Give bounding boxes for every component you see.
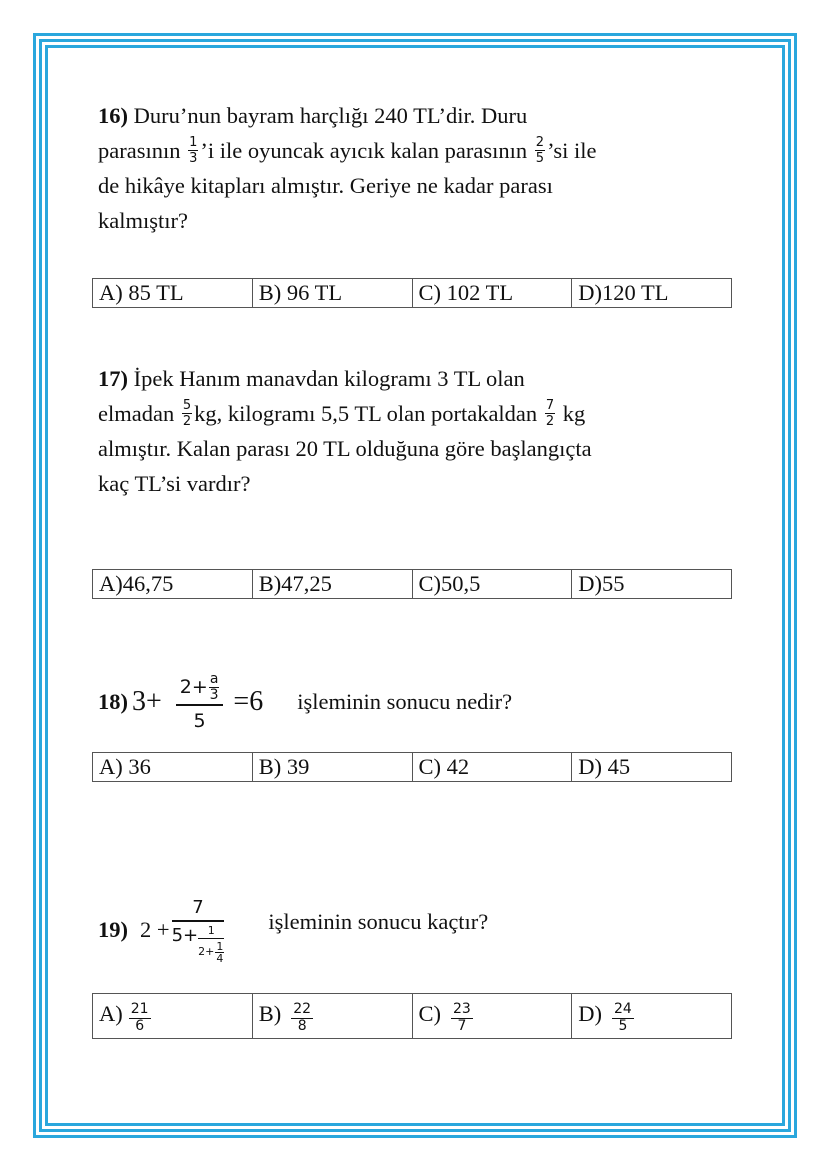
question-text: işleminin sonucu nedir?: [297, 689, 513, 714]
option-c[interactable]: C) 42: [412, 753, 572, 782]
option-c[interactable]: C)50,5: [412, 570, 572, 599]
option-a[interactable]: A) $\frac{21}{6}$: [93, 994, 253, 1039]
option-d[interactable]: D)120 TL: [572, 279, 732, 308]
option-a[interactable]: A) 85 TL: [93, 279, 253, 308]
question-text: ’si ile: [547, 138, 597, 163]
option-a[interactable]: A)46,75: [93, 570, 253, 599]
continued-fraction: 7 5+ 1 2+ $\frac{1}{4}$: [171, 896, 224, 965]
question-text: parasının: [98, 138, 181, 163]
fraction: $\frac{1}{3}$: [189, 135, 198, 167]
option-b[interactable]: B)47,25: [252, 570, 412, 599]
option-c[interactable]: C) 102 TL: [412, 279, 572, 308]
question-17: [98, 361, 738, 501]
options-table-17: [92, 569, 732, 599]
fraction: $\frac{22}{8}$: [293, 1001, 312, 1034]
option-b[interactable]: B) 96 TL: [252, 279, 412, 308]
question-number: 16): [98, 103, 128, 128]
question-text: kalmıştır?: [98, 208, 188, 233]
option-d[interactable]: D) $\frac{24}{5}$: [572, 994, 732, 1039]
question-number: 17): [98, 366, 128, 391]
expression-prefix: 2 +: [140, 917, 170, 942]
fraction: $\frac{2}{5}$: [535, 135, 545, 167]
expression-suffix: =6: [233, 686, 264, 717]
question-text: kaç TL’si vardır?: [98, 471, 251, 496]
option-d[interactable]: D) 45: [572, 753, 732, 782]
question-text: Duru’nun bayram harçlığı 240 TL’dir. Duru: [133, 103, 528, 128]
option-b[interactable]: B) 39: [252, 753, 412, 782]
nested-fraction: 2+ $\frac{a}{3}$ 5: [176, 672, 224, 732]
question-text: elmadan: [98, 401, 175, 426]
question-19: [98, 880, 488, 980]
fraction: $\frac{7}{2}$: [545, 398, 555, 430]
question-text: İpek Hanım manavdan kilogramı 3 TL olan: [128, 366, 525, 391]
option-b[interactable]: B) $\frac{22}{8}$: [252, 994, 412, 1039]
question-number: 19): [98, 917, 128, 942]
question-text: de hikâye kitapları almıştır. Geriye ne kadar parası: [98, 173, 553, 198]
option-d[interactable]: D)55: [572, 570, 732, 599]
options-table-18: [92, 752, 732, 782]
question-18: [98, 662, 512, 742]
option-c[interactable]: C) $\frac{23}{7}$: [412, 994, 572, 1039]
question-text: almıştır. Kalan parası 20 TL olduğuna göre başlangıçta: [98, 436, 592, 461]
question-text: işleminin sonucu kaçtır?: [268, 909, 489, 934]
option-a[interactable]: A) 36: [93, 753, 253, 782]
question-text: ’i ile oyuncak ayıcık kalan parasının: [200, 138, 528, 163]
fraction: $\frac{21}{6}$: [130, 1001, 149, 1034]
options-table-16: [92, 278, 732, 308]
fraction: $\frac{5}{2}$: [182, 398, 192, 430]
fraction: $\frac{24}{5}$: [614, 1001, 632, 1034]
fraction: $\frac{23}{7}$: [453, 1001, 471, 1034]
question-16: [98, 98, 738, 238]
question-text: kg: [557, 401, 586, 426]
expression-prefix: 3+: [132, 686, 162, 717]
question-number: 18): [98, 689, 128, 714]
options-table-19: [92, 993, 732, 1039]
question-text: kg, kilogramı 5,5 TL olan portakaldan: [194, 401, 538, 426]
